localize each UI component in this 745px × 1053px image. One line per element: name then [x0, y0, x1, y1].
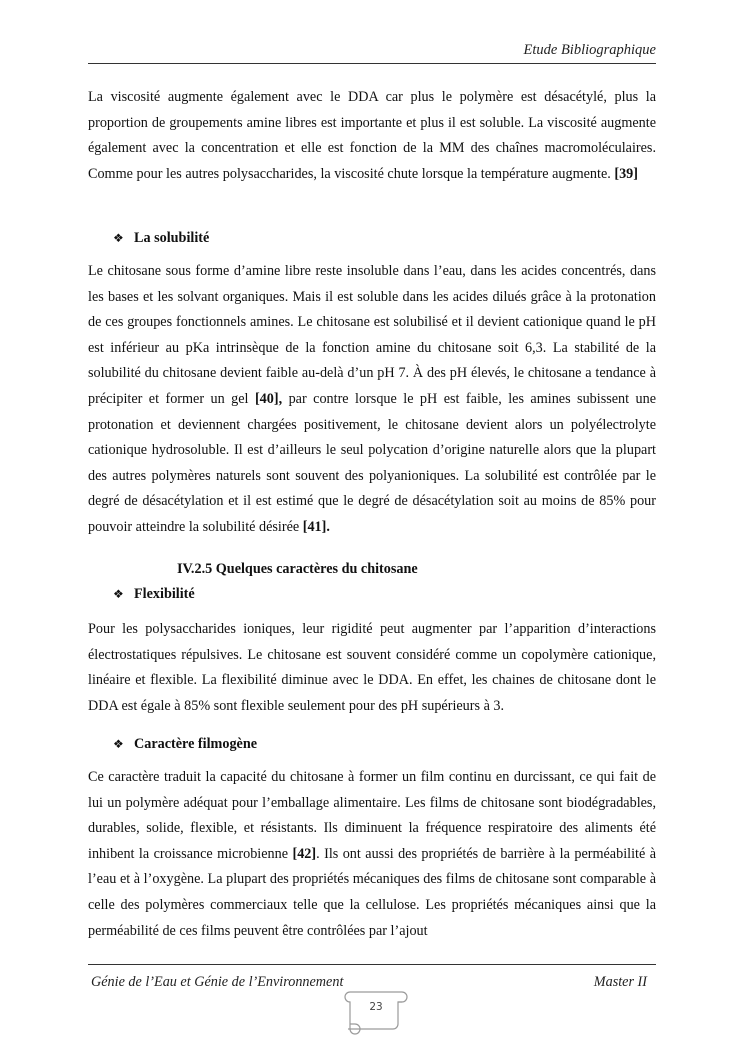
heading-flexibility — [113, 584, 195, 604]
diamond-bullet-icon: ❖ — [113, 587, 124, 601]
paragraph-text: . Ils ont aussi des propriétés de barrière à la perméabilité à l’eau et à l’oxygène. La plupart des propriétés mécaniques des films de chitosane sont comparable à celle des polymères commerciaux telle que la cellulose. Les propriétés mécaniques ainsi que la perméabilité de ces films peuvent être contrôlées par l’ajout — [88, 845, 656, 939]
page-number: 23 — [369, 1001, 383, 1013]
heading-label: Caractère filmogène — [134, 736, 258, 752]
paragraph-solubility — [88, 259, 656, 541]
footer-department: Génie de l’Eau et Génie de l’Environnement — [91, 974, 344, 990]
paragraph-flexibility: Pour les polysaccharides ioniques, leur rigidité peut augmenter par l’apparition d’interactions électrostatiques répulsives. Le chitosane est souvent considéré comme un copolymère cationique, linéaire et flexible. La flexibilité diminue avec le DDA. En effet, les chaines de chitosane dont le DDA est égale à 85% sont flexible seulement pour des pH supérieurs à 3. — [88, 621, 656, 714]
section-heading: IV.2.5 Quelques caractères du chitosane — [177, 561, 418, 577]
paragraph-text: La viscosité augmente également avec le DDA car plus le polymère est désacétylé, plus la proportion de groupements amine libres est importante et plus il est soluble. La viscosité augmente également avec la concentration et elle est fonction de la MM des chaînes macromoléculaires. Comme pour les autres polysaccharides, la viscosité chute lorsque la température augmente. — [88, 89, 656, 182]
citation-39: [39] — [614, 165, 638, 182]
footer-degree: Master II — [593, 974, 647, 990]
heading-film — [113, 734, 257, 754]
heading-label: Flexibilité — [134, 586, 195, 602]
diamond-bullet-icon: ❖ — [113, 737, 124, 751]
paragraph-viscosity — [88, 85, 656, 187]
citation-42: [42] — [292, 845, 317, 862]
header-title: Etude Bibliographique — [523, 42, 656, 58]
citation-41: [41]. — [302, 518, 330, 535]
paragraph-text: Ce caractère traduit la capacité du chitosane à former un film continu en durcissant, ce qui fait de lui un polymère adéquat pour l’emballage alimentaire. Les films de chitosane sont biodégradables, durables, solide, flexible, et résistants. Ils diminuent la fréquence respiratoire des aliments été inhibent la croissance microbienne — [88, 769, 656, 862]
header-rule — [88, 63, 656, 64]
footer-rule — [88, 964, 656, 965]
paragraph-text: par contre lorsque le pH est faible, les amines subissent une protonation et deviennent chargées positivement, le chitosane devient alors un polyélectrolyte cationique hydrosoluble. Il est d’ailleurs le seul polycation d’origine naturelle alors que la plupart des autres polymères naturels sont souvent des polyanioniques. La solubilité est contrôlée par le degré de désacétylation et il est estimé que le degré de désacétylation soit au moins de 85% pour pouvoir atteindre la solubilité désirée — [88, 390, 657, 535]
paragraph-text: Le chitosane sous forme d’amine libre reste insoluble dans l’eau, dans les acides concentrés, dans les bases et les solvant organiques. Mais il est soluble dans les acides dilués grâce à la protonation de ces groupes fonctionnels amines. Le chitosane est solubilisé et il devient cationique quand le pH est inférieur au pKa intrinsèque de la fonction amine du chitosane soit 6,3. La stabilité de la solubilité du chitosane devient faible au-delà d’un pH 7. À des pH élevés, le chitosane a tendance à précipiter et former un gel — [88, 263, 656, 407]
heading-label: La solubilité — [134, 230, 210, 246]
heading-solubility — [113, 228, 209, 248]
paragraph-film — [88, 765, 656, 944]
citation-40: [40], — [254, 390, 283, 407]
diamond-bullet-icon: ❖ — [113, 231, 124, 245]
